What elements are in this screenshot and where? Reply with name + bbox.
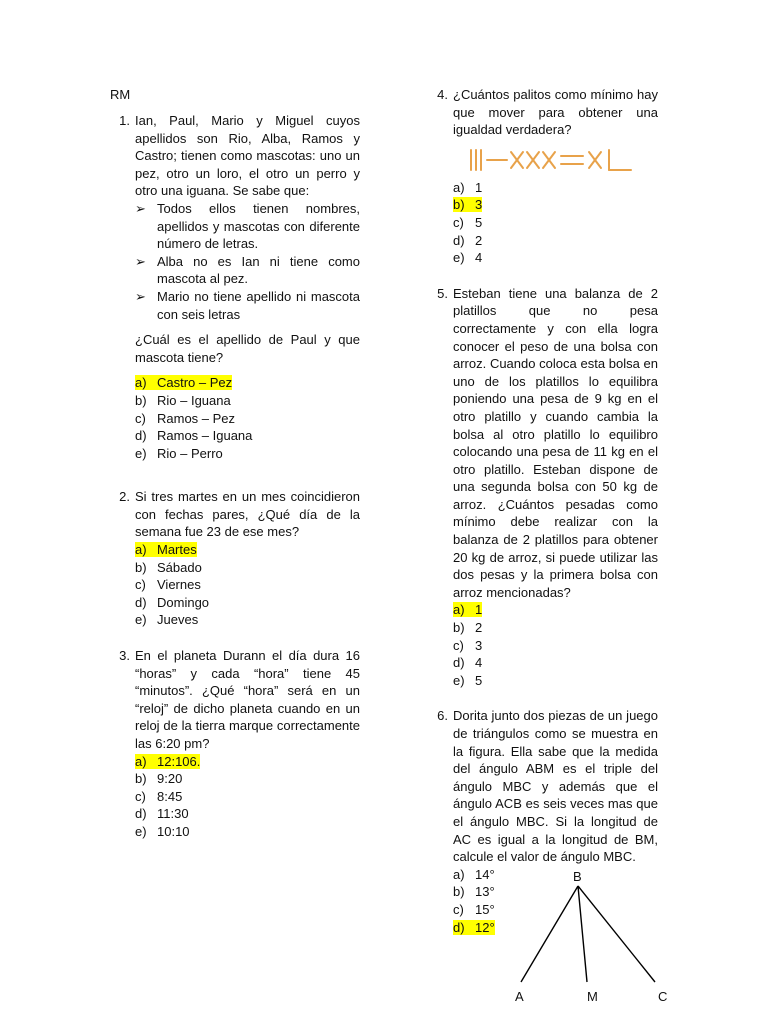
option-letter: e) [135,823,147,839]
question-6-bottom [453,866,668,1016]
option-letter: c) [135,788,146,804]
option-text: Domingo [157,594,210,610]
answer-content [453,233,482,248]
option-text: 3 [475,197,483,213]
question-text: Ian, Paul, Mario y Miguel cuyos apellidos son Rio, Alba, Ramos y Castro; tienen como mascotas: uno un pez, otro un loro, el otro un perro y otro una iguana. Se sabe que: [135,113,360,199]
highlighted-answer [135,754,200,769]
option-text: Castro – Pez [157,375,233,391]
question-6 [437,707,668,1015]
answer-option [135,559,360,577]
answer-option [453,919,495,937]
answer-content [135,428,252,443]
option-letter: d) [453,232,465,248]
option-letter: c) [453,901,464,917]
answer-option [453,901,495,919]
answer-option [135,788,360,806]
options-list [135,541,360,629]
option-text: 11:30 [157,806,189,822]
answer-content [135,595,209,610]
bullet-item: ➢ Alba no es Ian ni tiene como mascota al pez. [135,253,360,287]
option-text: Rio – Perro [157,445,223,461]
answer-option [453,654,658,672]
option-text: Viernes [157,577,201,593]
option-letter: b) [453,620,465,636]
answer-content [453,180,482,195]
options-list [453,179,658,267]
answer-option [135,445,360,463]
option-letter: a) [453,602,465,618]
option-text: 1 [475,602,483,618]
answer-content [135,771,182,786]
option-letter: d) [135,428,147,444]
option-text: Ramos – Iguana [157,428,253,444]
answer-option [453,214,658,232]
option-text: Martes [157,542,197,558]
question-3 [110,647,360,841]
answer-option [453,196,658,214]
options-list [453,866,495,936]
answer-option [135,594,360,612]
option-letter: a) [453,179,465,195]
page-header: RM [110,87,131,102]
answer-content [453,620,482,635]
answer-content [453,902,495,917]
option-text: 13° [475,884,495,900]
answer-content [135,612,198,627]
answer-content [453,655,482,670]
options-list [453,601,658,689]
answer-option [453,179,658,197]
answer-option [453,601,658,619]
sub-question: ¿Cuál es el apellido de Paul y que mascota tiene? [135,332,360,365]
question-text: En el planeta Durann el día dura 16 “horas” y cada “hora” tiene 45 “minutos”. ¿Qué “hora” será en un “reloj” de dicho planeta cuando en un reloj de la tierra marque correctamente las 6:20 pm? [135,648,360,751]
options-list [135,753,360,841]
question-text: Dorita junto dos piezas de un juego de triángulos como se muestra en la figura. Ella sabe que la medida del ángulo ABM es el triple del ángulo MBC y además que el ángulo ACB es seis veces mas que el ángulo MBC. Si la longitud de AC es igual a la longitud de BM, calcule el valor de ángulo MBC. [453,708,658,865]
answer-option [135,753,360,771]
answer-option [453,637,658,655]
answer-content [453,250,482,265]
answer-option [135,427,360,445]
option-letter: a) [135,375,147,391]
options-list [135,374,360,462]
option-letter: e) [453,672,465,688]
segment-bm [578,886,587,982]
label-m: M [587,988,598,1004]
option-text: Sábado [157,559,202,575]
option-letter: b) [135,392,147,408]
option-text: 5 [475,214,483,230]
option-letter: a) [135,753,147,769]
option-letter: e) [135,612,147,628]
bullet-item: ➢ Mario no tiene apellido ni mascota con seis letras [135,288,360,322]
option-letter: d) [453,919,465,935]
question-text: Esteban tiene una balanza de 2 platillos que no pesa correctamente y con ella logra conocer el peso de una bolsa con arroz. Cuando coloca esta bolsa en uno de los platillos lo equilibra poniendo una pesa de 9 kg en el otro platillo y cuando cambia la bolsa al otro platillo lo equilibro colocando una pesa de 11 kg en el otro platillo. Esteban dispone de una segunda bolsa con 50 kg de arroz. ¿Cuántos pesadas como mínimo debe realizar con la balanza de 2 platillos para obtener 20 kg de arroz, si puede utilizar las dos pesas y la primera bolsa con arroz mencionadas? [453,285,658,600]
question-number: 3. [119,648,130,664]
answer-option [135,541,360,559]
option-letter: b) [453,884,465,900]
label-c: C [658,988,668,1004]
option-text: 5 [475,672,483,688]
answer-option [453,672,658,690]
option-letter: b) [453,197,465,213]
arrow-bullet-icon: ➢ [135,253,146,269]
arrow-bullet-icon: ➢ [135,200,146,216]
question-1 [110,112,360,462]
label-b: B [573,868,582,884]
triangle-figure [503,866,673,1016]
question-number: 1. [119,113,130,128]
option-text: 9:20 [157,771,183,787]
answer-option [453,232,658,250]
answer-content [135,789,182,804]
answer-option [135,374,360,392]
option-letter: b) [135,771,147,787]
question-5 [437,285,658,690]
option-text: 2 [475,232,483,248]
option-letter: e) [135,445,147,461]
option-text: 4 [475,655,483,671]
option-text: 14° [475,866,495,882]
highlighted-answer [453,920,495,935]
question-number: 2. [119,489,130,505]
option-letter: d) [453,655,465,671]
option-text: 10:10 [157,823,190,839]
question-number: 5. [437,285,448,301]
option-text: 4 [475,250,483,266]
answer-content [135,560,202,575]
question-text: Si tres martes en un mes coincidieron con fechas pares, ¿Qué día de la semana fue 23 de ese mes? [135,489,360,540]
option-text: Jueves [157,612,199,628]
answer-content [135,824,190,839]
answer-option [453,619,658,637]
option-letter: d) [135,806,147,822]
highlighted-answer [135,375,232,390]
option-letter: e) [453,250,465,266]
label-a: A [515,988,524,1004]
right-column [437,86,668,1034]
answer-content [453,638,482,653]
question-2 [110,488,360,629]
answer-content [135,446,223,461]
left-column [110,112,360,859]
answer-option [453,249,658,267]
bullet-item: ➢ Todos ellos tienen nombres, apellidos y mascotas con diferente número de letras. [135,200,360,252]
answer-option [135,770,360,788]
option-text: 15° [475,901,495,917]
option-text: 3 [475,637,483,653]
option-letter: c) [135,410,146,426]
highlighted-answer [453,197,482,212]
answer-content [453,215,482,230]
answer-option [135,805,360,823]
answer-content [135,577,201,592]
answer-option [453,866,495,884]
option-text: Ramos – Pez [157,410,236,426]
question-number: 4. [437,87,448,102]
highlighted-answer [453,602,482,617]
answer-content [453,884,495,899]
option-letter: d) [135,594,147,610]
answer-content [453,673,482,688]
answer-option [453,883,495,901]
option-letter: a) [135,542,147,558]
answer-option [135,392,360,410]
option-text: 12:106. [157,753,201,769]
answer-option [135,611,360,629]
option-text: 2 [475,620,483,636]
option-text: 8:45 [157,788,183,804]
question-number: 6. [437,708,448,724]
question-text: ¿Cuántos palitos como mínimo hay que mover para obtener una igualdad verdadera? [453,87,658,138]
matchstick-equation [467,147,647,173]
side-ab [521,886,578,982]
answer-option [135,576,360,594]
option-text: 1 [475,179,483,195]
option-letter: c) [453,214,464,230]
option-letter: a) [453,866,465,882]
answer-content [135,806,189,821]
answer-content [453,867,495,882]
option-text: 12° [475,919,495,935]
highlighted-answer [135,542,197,557]
arrow-bullet-icon: ➢ [135,288,146,304]
question-4 [437,86,658,267]
answer-content [135,411,235,426]
option-letter: b) [135,559,147,575]
option-letter: c) [135,577,146,593]
bullet-list [135,200,360,323]
option-letter: c) [453,637,464,653]
side-bc [578,886,655,982]
answer-option [135,410,360,428]
option-text: Rio – Iguana [157,392,231,408]
answer-content [135,393,231,408]
answer-option [135,823,360,841]
